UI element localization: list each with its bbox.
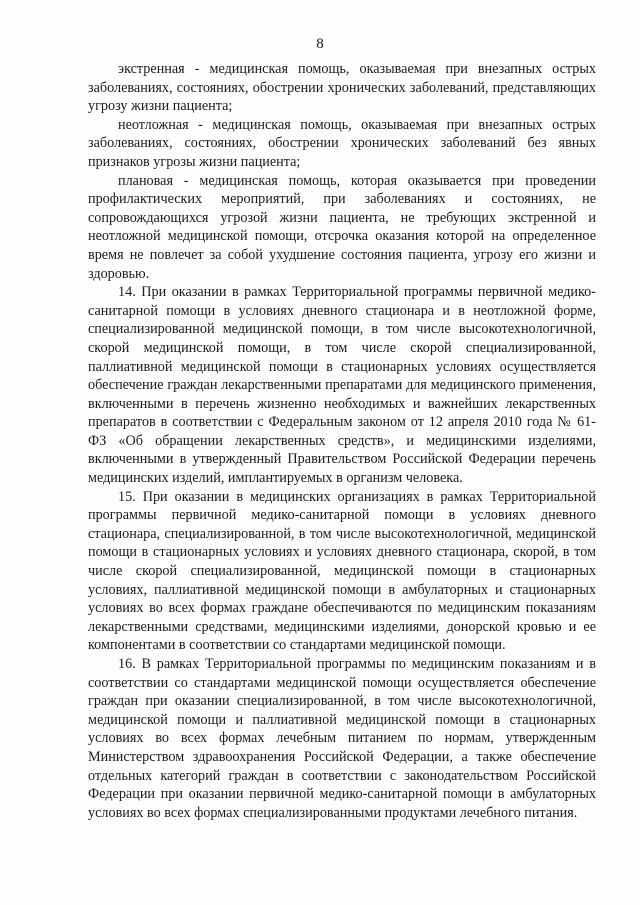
document-body xyxy=(88,60,596,822)
paragraph-urgent-care: неотложная - медицинская помощь, оказываемая при внезапных острых заболеваниях, состояниях, обострении хронических заболеваний без явных признаков угрозы жизни пациента; xyxy=(88,116,596,170)
paragraph-item-14: 14. При оказании в рамках Территориальной программы первичной медико-санитарной помощи в условиях дневного стационара и в неотложной форме, специализированной медицинской помощи, в том числе высокотехнологичной, скорой медицинской помощи, в том числе скорой специализированной, паллиативной медицинской помощи в стационарных условиях осуществляется обеспечение граждан лекарственными препаратами для медицинского применения, включенными в перечень жизненно необходимых и важнейших лекарственных препаратов в соответствии с Федеральным законом от 12 апреля 2010 года № 61-ФЗ «Об обращении лекарственных средств», и медицинскими изделиями, включенными в утвержденный Правительством Российской Федерации перечень медицинских изделий, имплантируемых в организм человека. xyxy=(88,284,596,487)
paragraph-planned-care: плановая - медицинская помощь, которая оказывается при проведении профилактических мероприятий, при заболеваниях и состояниях, не сопровождающихся угрозой жизни пациента, не требующих экстренной и неотложной медицинской помощи, отсрочка оказания которой на определенное время не повлечет за собой ухудшение состояния пациента, угрозу его жизни и здоровью. xyxy=(88,172,596,282)
paragraph-item-16: 16. В рамках Территориальной программы по медицинским показаниям и в соответствии со стандартами медицинской помощи осуществляется обеспечение граждан при оказании специализированной, в том числе высокотехнологичной, медицинской помощи и паллиативной медицинской помощи в стационарных условиях во всех формах лечебным питанием по нормам, утвержденным Министерством здравоохранения Российской Федерации, а также обеспечение отдельных категорий граждан в соответствии с законодательством Российской Федерации при оказании первичной медико-санитарной помощи в амбулаторных условиях во всех формах специализированными продуктами лечебного питания. xyxy=(88,656,596,821)
paragraph-emergency-care: экстренная - медицинская помощь, оказываемая при внезапных острых заболеваниях, состояниях, обострении хронических заболеваний, представляющих угрозу жизни пациента; xyxy=(88,61,596,115)
paragraph-item-15: 15. При оказании в медицинских организациях в рамках Территориальной программы первичной медико-санитарной помощи в условиях дневного стационара, специализированной, в том числе высокотехнологичной, медицинской помощи в стационарных условиях и условиях дневного стационара, скорой, в том числе скорой специализированной, медицинской помощи в стационарных условиях, паллиативной медицинской помощи в амбулаторных и стационарных условиях во всех формах граждане обеспечиваются по медицинским показаниям лекарственными средствами, медицинскими изделиями, донорской кровью и ее компонентами в соответствии со стандартами медицинской помощи. xyxy=(88,488,596,654)
page-number: 8 xyxy=(316,36,324,52)
